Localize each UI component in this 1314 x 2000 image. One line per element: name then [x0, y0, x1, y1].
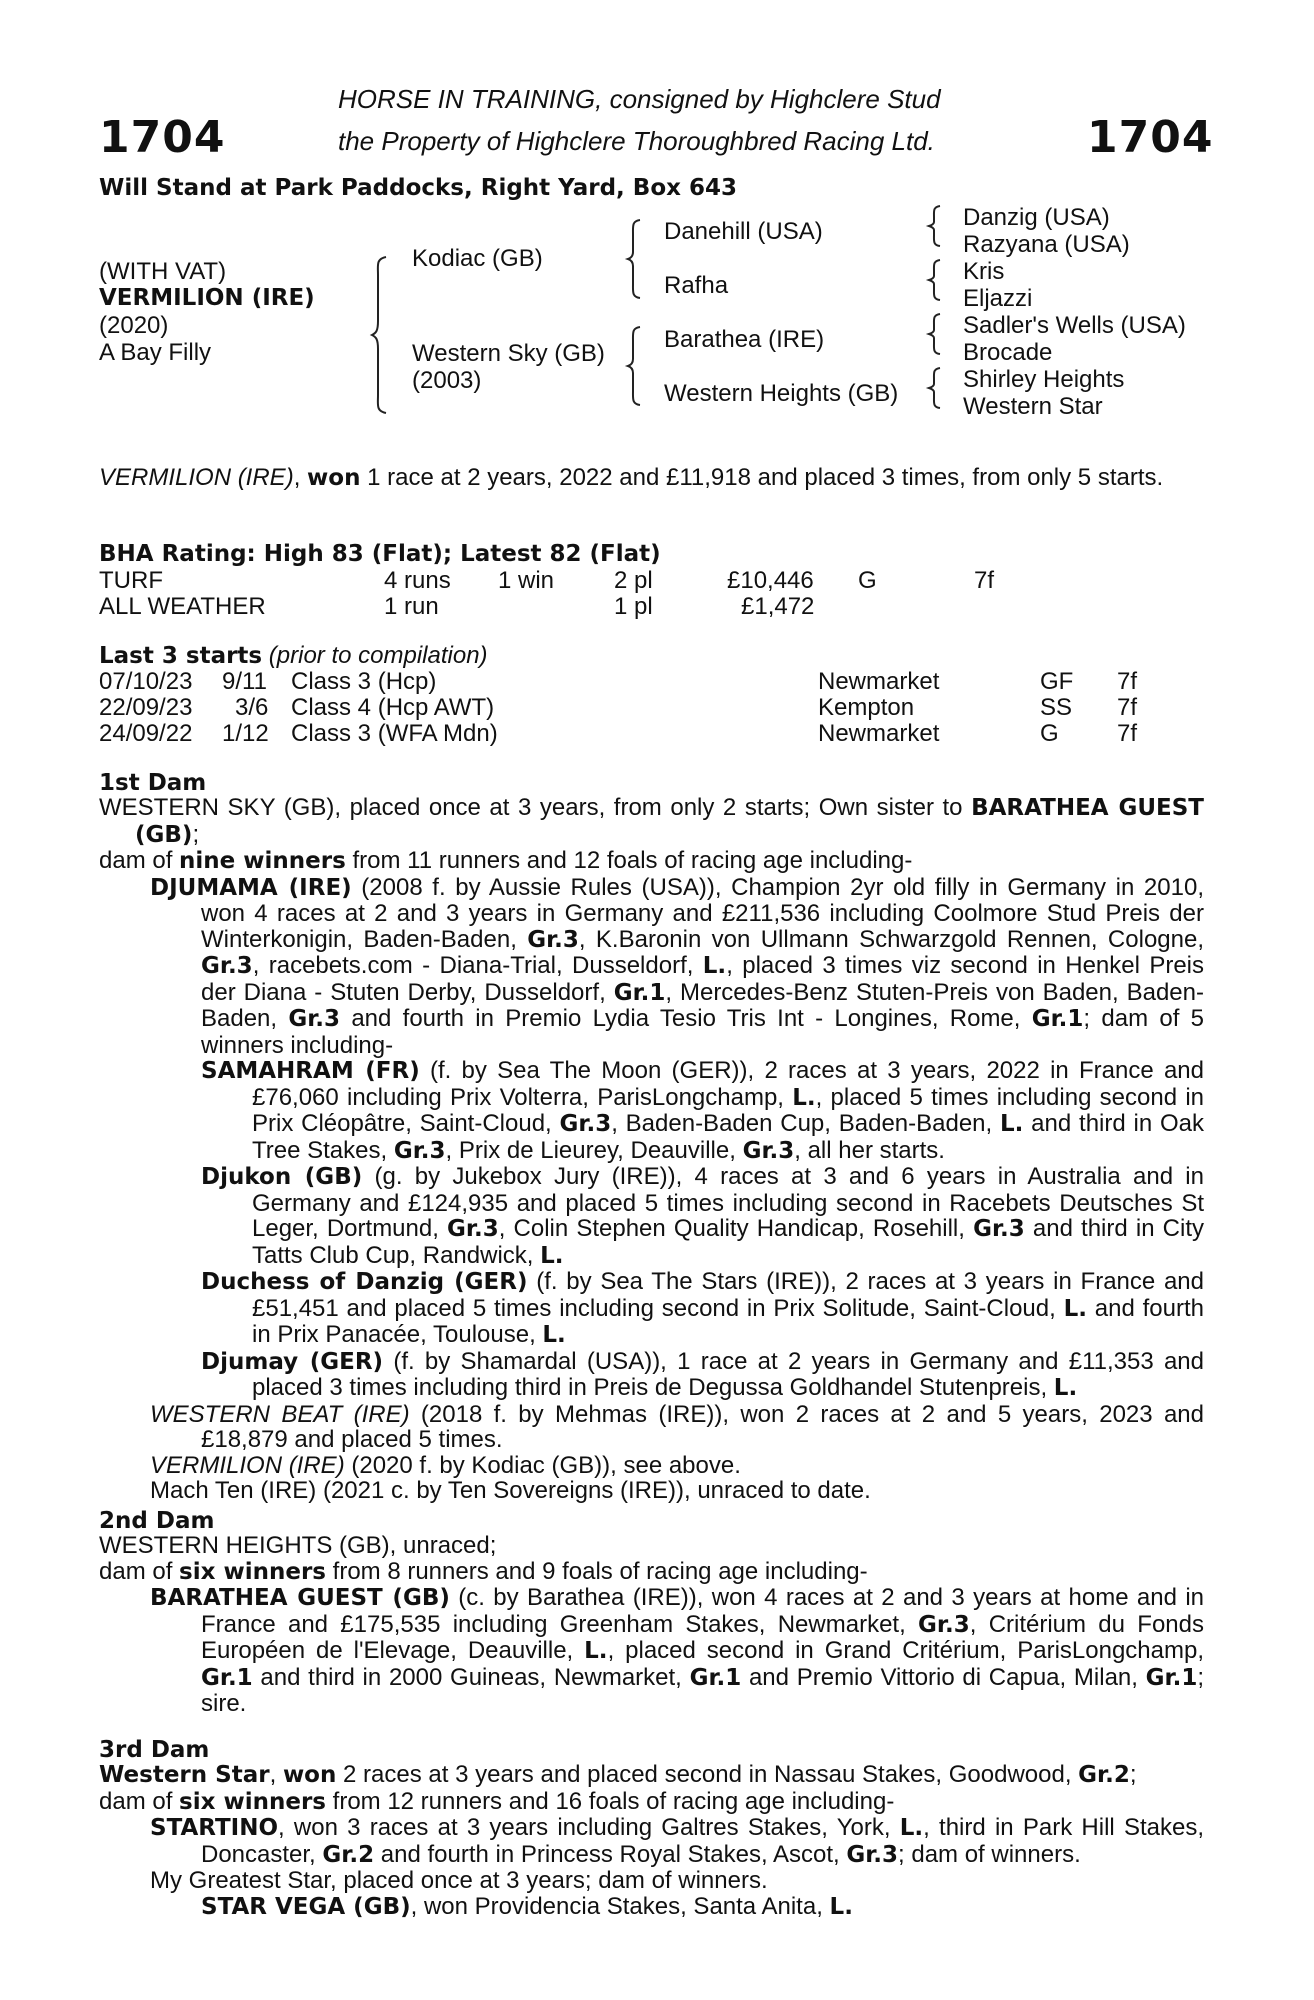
text: My Greatest Star, placed once at 3 years; dam of winners. [150, 1867, 768, 1894]
grade: Gr.1 [1145, 1664, 1198, 1691]
winners-count: nine winners [179, 848, 346, 874]
start-going: SS [1040, 694, 1073, 721]
grade: Gr.1 [1031, 1006, 1084, 1032]
start-class: Class 3 (WFA Mdn) [291, 720, 498, 747]
text: , third in Park Hill Stakes, Doncaster, [201, 1814, 1204, 1868]
grade: Gr.2 [1078, 1762, 1130, 1788]
grade: Gr.3 [973, 1216, 1025, 1242]
text: (g. by Jukebox Jury (IRE)), 4 races at 3 and 6 years in Australia and in Germany and £124,935 and placed 5 times including second in Racebets Deutsches St Leger, Dortmund, [252, 1163, 1204, 1242]
text: 2 races at 3 years and placed second in Nassau Stakes, Goodwood, [336, 1761, 1079, 1788]
vat-note: (WITH VAT) [99, 258, 227, 285]
text: from 8 runners and 9 foals of racing age including- [325, 1557, 868, 1585]
text: (f. by Shamardal (USA)), 1 race at 2 years in Germany and £11,353 and placed 3 times including third in Preis de Degussa Goldhandel Stutenpreis, [252, 1347, 1205, 1401]
text: ; [1129, 1761, 1137, 1788]
pedigree-ddd: Western Star [963, 393, 1103, 420]
second-dam-intro: WESTERN HEIGHTS (GB), unraced; [99, 1532, 497, 1559]
second-dam-body [99, 1533, 1204, 1717]
start-distance: 7f [1117, 668, 1138, 695]
text: , racebets.com - Diana-Trial, Dusseldorf, [252, 952, 703, 979]
text: Mach Ten (IRE) (2021 c. by Ten Sovereigns (IRE)), unraced to date. [150, 1477, 871, 1504]
start-going: G [1040, 720, 1059, 747]
grade: L. [540, 1242, 564, 1269]
grade: Gr.3 [201, 953, 253, 979]
dam-name: Western Star [99, 1762, 270, 1788]
text: from 12 runners and 16 foals of racing age including- [325, 1787, 895, 1815]
text: WESTERN SKY (GB), placed once at 3 years, from only 2 starts; Own sister to [99, 794, 972, 821]
text: ; sire. [201, 1663, 1205, 1717]
pedigree-dds: Shirley Heights [963, 366, 1125, 393]
progeny-name: Djukon (GB) [201, 1164, 363, 1190]
start-course: Newmarket [818, 668, 940, 695]
pedigree-dam-sire: Barathea (IRE) [664, 326, 825, 353]
text: dam of [99, 847, 180, 874]
grade: Gr.2 [322, 1841, 375, 1868]
text: , placed 5 times including second in Prix Cléopâtre, Saint-Cloud, [252, 1083, 1205, 1137]
pedigree-bracket-sd [929, 259, 945, 301]
grade: L. [702, 953, 727, 979]
horse-description: A Bay Filly [99, 339, 212, 366]
rating-prize: £10,446 [727, 567, 814, 594]
text: and third in City Tatts Club Cup, Randwick, [252, 1215, 1204, 1269]
start-date: 24/09/22 [99, 720, 193, 747]
text: and third in 2000 Guineas, Newmarket, [252, 1663, 690, 1691]
progeny-duchess [201, 1269, 1204, 1349]
pedigree-dsd: Brocade [963, 339, 1053, 366]
text: dam of [99, 1787, 180, 1815]
progeny-name: STARTINO [150, 1815, 278, 1841]
text: , all her starts. [794, 1136, 945, 1164]
rating-placed: 1 pl [614, 593, 653, 620]
pedigree-bracket-dd [929, 367, 945, 409]
progeny-name: Djumay (GER) [201, 1348, 384, 1375]
barathea-guest-ref: BARATHEA GUEST (GB) [135, 795, 1204, 848]
grade: L. [999, 1111, 1024, 1137]
text: , won 3 races at 3 years including Galtres Stakes, York, [278, 1814, 900, 1841]
text: (f. by Sea The Stars (IRE)), 2 races at 3 years in France and £51,451 and placed 5 times including second in Prix Solitude, Saint-Cloud, [252, 1268, 1205, 1322]
grade: Gr.1 [613, 979, 666, 1006]
text: and fourth in Prix Panacée, Toulouse, [252, 1294, 1204, 1348]
owner-line: the Property of Highclere Thoroughbred Racing Ltd. [338, 126, 935, 156]
text: , won Providencia Stakes, Santa Anita, [410, 1892, 830, 1920]
race-summary: VERMILION (IRE), won 1 race at 2 years, 2022 and £11,918 and placed 3 times, from only 5 starts. [99, 464, 1164, 491]
text: ; dam of 5 winners including- [201, 1005, 1204, 1059]
rating-going: G [858, 567, 877, 594]
second-dam-produce [99, 1559, 1204, 1586]
grade: Gr.3 [393, 1137, 446, 1164]
rating-placed: 2 pl [614, 567, 653, 594]
consignor-line: HORSE IN TRAINING, consigned by Highclere Stud [338, 84, 941, 114]
pedigree-dss: Sadler's Wells (USA) [963, 312, 1186, 339]
text: , Prix de Lieurey, Deauville, [445, 1136, 743, 1164]
grade: L. [899, 1815, 924, 1841]
progeny-vermilion [150, 1453, 1204, 1479]
text: (2018 f. by Mehmas (IRE)), won 2 races at 2 and 5 years, 2023 and £18,879 and placed 5 times. [201, 1400, 1204, 1453]
text: and Premio Vittorio di Capua, Milan, [741, 1663, 1146, 1691]
second-dam-heading: 2nd Dam [99, 1508, 215, 1534]
grade: L. [829, 1893, 853, 1920]
start-class: Class 4 (Hcp AWT) [291, 694, 495, 721]
horse-name: VERMILION (IRE) [99, 285, 315, 311]
text: (2020 f. by Kodiac (GB)), see above. [344, 1451, 741, 1479]
pedigree-bracket-ss [929, 205, 945, 247]
pedigree-sire-sire: Danehill (USA) [664, 218, 823, 245]
pedigree-dam: Western Sky (GB) [412, 340, 605, 367]
grade: L. [1063, 1295, 1087, 1322]
start-row [0, 694, 1314, 720]
rating-runs: 4 runs [384, 567, 451, 594]
progeny-barathea-guest [150, 1585, 1204, 1717]
text: dam of [99, 1557, 180, 1585]
first-dam-intro [99, 795, 1204, 848]
third-dam-heading: 3rd Dam [99, 1737, 210, 1763]
progeny-name: STAR VEGA (GB) [201, 1893, 411, 1920]
pedigree-dam-year: (2003) [412, 367, 482, 394]
progeny-name: WESTERN BEAT (IRE) [150, 1400, 410, 1428]
text: , Colin Stephen Quality Handicap, Rosehill, [498, 1215, 974, 1242]
pedigree-dam-dam: Western Heights (GB) [664, 380, 899, 407]
start-row [0, 668, 1314, 694]
won-label: won [282, 1762, 337, 1788]
start-class: Class 3 (Hcp) [291, 668, 437, 695]
pedigree-ssd: Razyana (USA) [963, 231, 1130, 258]
start-distance: 7f [1117, 694, 1138, 721]
progeny-name: Duchess of Danzig (GER) [201, 1269, 528, 1295]
progeny-djukon [201, 1164, 1204, 1269]
grade: Gr.1 [201, 1664, 253, 1691]
first-dam-body [99, 795, 1204, 1504]
grade: Gr.3 [527, 926, 579, 953]
bha-rating-title: BHA Rating: High 83 (Flat); Latest 82 (Flat) [99, 541, 661, 567]
grade: Gr.3 [559, 1111, 612, 1137]
last-starts-title: Last 3 starts [99, 643, 263, 669]
pedigree-sss: Danzig (USA) [963, 204, 1110, 231]
text: (2008 f. by Aussie Rules (USA)), Champion 2yr old filly in Germany in 2010, won 4 races at 2 and 3 years in Germany and £211,536 including Coolmore Stud Preis der Winterkonigin, Baden-Baden, [201, 873, 1204, 953]
text: and third in Oak Tree Stakes, [252, 1110, 1204, 1164]
progeny-startino [150, 1815, 1204, 1868]
start-date: 07/10/23 [99, 668, 193, 695]
text: ; [192, 820, 200, 848]
rating-surface: TURF [99, 567, 163, 594]
start-distance: 7f [1117, 720, 1138, 747]
start-date: 22/09/23 [99, 694, 193, 721]
progeny-my-greatest-star [150, 1868, 1204, 1894]
grade: L. [542, 1322, 566, 1348]
pedigree-bracket-dam [628, 325, 646, 407]
progeny-name: SAMAHRAM (FR) [201, 1058, 420, 1084]
grade: L. [584, 1638, 608, 1664]
pedigree-sdd: Eljazzi [963, 285, 1033, 312]
text: ; dam of winners. [898, 1840, 1081, 1868]
start-position: 9/11 [222, 668, 267, 695]
text: (c. by Barathea (IRE)), won 4 races at 2 and 3 years at home and in France and £175,535 including Greenham Stakes, Newmarket, [201, 1584, 1205, 1638]
first-dam-produce [99, 848, 1204, 875]
summary-text: 1 race at 2 years, 2022 and £11,918 and placed 3 times, from only 5 starts. [360, 464, 1164, 491]
rating-distance: 7f [974, 567, 995, 594]
pedigree-sds: Kris [963, 258, 1005, 285]
rating-surface: ALL WEATHER [99, 593, 266, 620]
start-course: Newmarket [818, 720, 940, 747]
text: , Baden-Baden Cup, Baden-Baden, [611, 1110, 1000, 1137]
progeny-samahram [201, 1058, 1204, 1164]
grade: Gr.3 [918, 1611, 970, 1638]
start-going: GF [1040, 668, 1074, 695]
summary-horse-name: VERMILION (IRE) [99, 464, 294, 491]
third-dam-produce [99, 1789, 1204, 1816]
progeny-mach-ten [150, 1478, 1204, 1504]
pedigree-sire-dam: Rafha [664, 272, 729, 299]
text: , placed second in Grand Critérium, ParisLongchamp, [607, 1637, 1205, 1664]
lot-number-right: 1704 [1087, 112, 1214, 163]
rating-wins: 1 win [498, 567, 555, 594]
horse-year: (2020) [99, 312, 169, 339]
progeny-name: VERMILION (IRE) [150, 1451, 345, 1479]
text: , placed 3 times viz second in Henkel Preis der Diana - Stuten Derby, Dusseldorf, [201, 952, 1204, 1006]
grade: L. [1053, 1375, 1078, 1401]
first-dam-heading: 1st Dam [99, 770, 207, 796]
grade: L. [792, 1084, 816, 1111]
grade: Gr.3 [742, 1137, 795, 1164]
text: , [269, 1761, 283, 1788]
grade: Gr.3 [447, 1216, 499, 1242]
last-starts-note: (prior to compilation) [268, 642, 488, 669]
progeny-western-beat [150, 1402, 1204, 1453]
start-position: 3/6 [235, 694, 269, 721]
grade: Gr.3 [288, 1006, 341, 1032]
rating-row-all-weather [0, 593, 1314, 619]
rating-row-turf [0, 567, 1314, 593]
winners-count: six winners [179, 1788, 326, 1815]
last-starts-heading [99, 642, 488, 670]
winners-count: six winners [179, 1558, 326, 1585]
text: , Critérium du Fonds Européen de l'Elevage, Deauville, [201, 1610, 1204, 1664]
rating-runs: 1 run [384, 593, 439, 620]
progeny-djumama [150, 875, 1204, 1059]
pedigree-bracket-sire [628, 218, 646, 300]
text: (f. by Sea The Moon (GER)), 2 races at 3 years, 2022 in France and £76,060 including Prix Volterra, ParisLongchamp, [252, 1057, 1204, 1111]
progeny-djumay [201, 1349, 1204, 1402]
text: , K.Baronin von Ullmann Schwarzgold Rennen, Cologne, [578, 925, 1204, 953]
pedigree-sire: Kodiac (GB) [412, 245, 543, 272]
third-dam-body [99, 1762, 1204, 1920]
progeny-name: DJUMAMA (IRE) [150, 874, 352, 901]
text: from 11 runners and 12 foals of racing age including- [345, 847, 913, 874]
progeny-name: BARATHEA GUEST (GB) [150, 1585, 450, 1611]
third-dam-intro [99, 1762, 1204, 1789]
stand-location: Will Stand at Park Paddocks, Right Yard, Box 643 [99, 175, 737, 201]
grade: Gr.1 [689, 1664, 742, 1691]
text: , Mercedes-Benz Stuten-Preis von Baden, Baden-Baden, [201, 978, 1204, 1032]
start-row [0, 720, 1314, 746]
rating-prize: £1,472 [741, 593, 815, 620]
start-course: Kempton [818, 694, 915, 721]
pedigree-bracket-ds [929, 313, 945, 355]
progeny-star-vega [201, 1894, 1204, 1921]
lot-number-left: 1704 [99, 112, 226, 163]
start-position: 1/12 [222, 720, 269, 747]
text: and fourth in Princess Royal Stakes, Ascot, [374, 1840, 847, 1868]
pedigree-bracket-main [372, 255, 392, 415]
summary-won: won [307, 465, 361, 491]
text: and fourth in Premio Lydia Tesio Tris Int - Longines, Rome, [340, 1005, 1032, 1032]
grade: Gr.3 [846, 1841, 899, 1868]
